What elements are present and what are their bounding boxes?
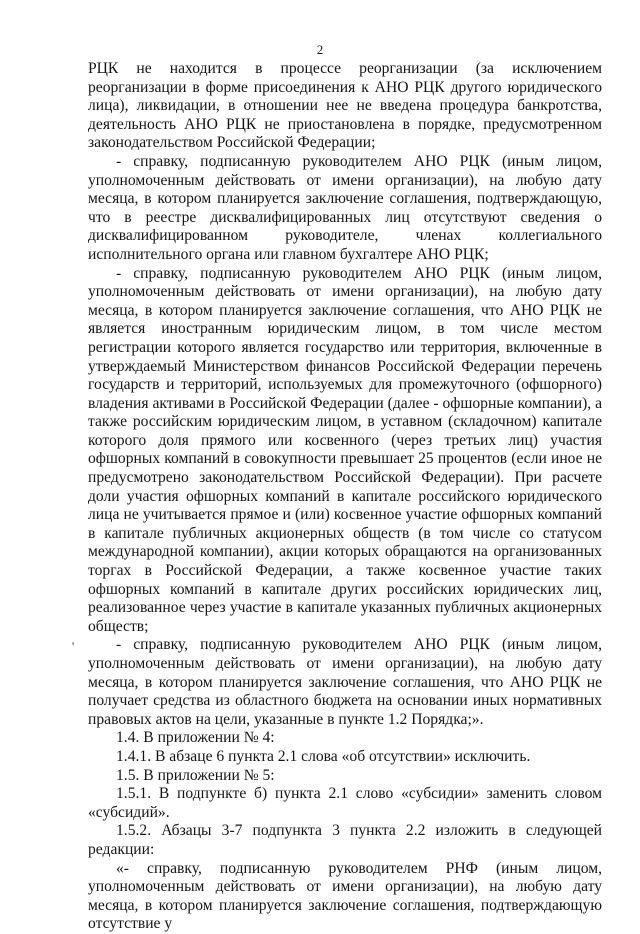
paragraph-9: 1.5.2. Абзацы 3-7 подпункта 3 пункта 2.2 изложить в следующей редакции:	[88, 822, 602, 858]
paragraph-6: 1.4.1. В абзаце 6 пункта 2.1 слова «об отсутствии» исключить.	[116, 747, 531, 765]
paragraph-3: - справку, подписанную руководителем АНО РЦК (иным лицом, уполномоченным действовать от имени организации), на любую дату месяца, в котором планируется заключение соглашения, что АНО РЦК не является иностранным юридическим лицом, в том числе местом регистрации которого является государство или территория, включенные в утверждаемый Министерством финансов Российской Федерации перечень государств и территорий, используемых для промежуточного (офшорного) владения активами в Российской Федерации (далее - офшорные компании), а также российским юридическим лицом, в уставном (складочном) капитале которого доля прямого или косвенного (через третьих лиц) участия офшорных компаний в совокупности превышает 25 процентов (если иное не предусмотрено законодательством Российской Федерации). При расчете доли участия офшорных компаний в капитале российского юридического лица не учитывается прямое и (или) косвенное участие офшорных компаний в капитале публичных акционерных обществ (в том числе со статусом международной компании), акции которых обращаются на организованных торгах в Российской Федерации, а также косвенное участие таких офшорных компаний в капитале других российских юридических лиц, реализованное через участие в капитале указанных публичных акционерных обществ;	[88, 264, 602, 635]
paragraph-5: 1.4. В приложении № 4:	[116, 729, 275, 747]
margin-mark: '	[72, 639, 75, 653]
paragraph-1: РЦК не находится в процессе реорганизации (за исключением реорганизации в форме присоединения к АНО РЦК другого юридического лица), ликвидации, в отношении нее не введена процедура банкротства, деятельность АНО РЦК не приостановлена в порядке, предусмотренном законодательством Российской Федерации;	[88, 60, 602, 152]
paragraph-7: 1.5. В приложении № 5:	[116, 766, 275, 784]
document-body	[88, 60, 602, 934]
paragraph-10: «- справку, подписанную руководителем РНФ (иным лицом, уполномоченным действовать от имени организации), на любую дату месяца, в котором планируется заключение соглашения, подтверждающую отсутствие у	[88, 859, 602, 933]
paragraph-4: - справку, подписанную руководителем АНО РЦК (иным лицом, уполномоченным действовать от имени организации), на любую дату месяца, в котором планируется заключение соглашения, что АНО РЦК не получает средства из областного бюджета на основании иных нормативных правовых актов на цели, указанные в пункте 1.2 Порядка;».	[88, 636, 602, 728]
paragraph-2: - справку, подписанную руководителем АНО РЦК (иным лицом, уполномоченным действовать от имени организации), на любую дату месяца, в котором планируется заключение соглашения, подтверждающую, что в реестре дисквалифицированных лиц отсутствуют сведения о дисквалифицированном руководителе, членах коллегиального исполнительного органа или главном бухгалтере АНО РЦК;	[88, 152, 602, 263]
page-number: 2	[316, 42, 324, 57]
paragraph-8: 1.5.1. В подпункте б) пункта 2.1 слово «субсидии» заменить словом «субсидий».	[88, 785, 602, 821]
